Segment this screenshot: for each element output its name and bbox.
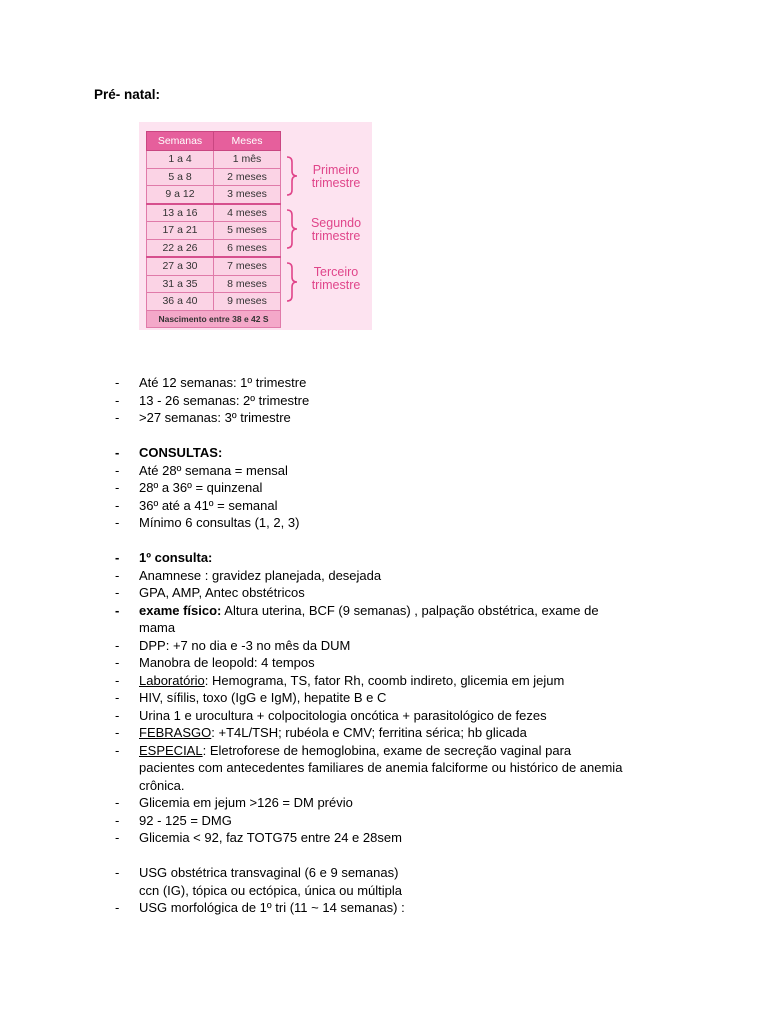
table-row [147,204,281,222]
table-footer: Nascimento entre 38 e 42 S [147,310,281,327]
cell-months: 9 meses [214,293,281,311]
cell-weeks: 5 a 8 [147,168,214,186]
header-meses: Meses [214,132,281,151]
trimester-label-1: Primeiro trimestre [311,163,361,190]
brace-icon [285,262,299,302]
table-header-row [147,132,281,151]
table-footer-row [147,310,281,327]
cell-weeks: 27 a 30 [147,257,214,275]
table-row [147,275,281,293]
cell-weeks: 36 a 40 [147,293,214,311]
table-row [147,239,281,257]
cell-months: 5 meses [214,222,281,240]
table-row [147,293,281,311]
cell-months: 4 meses [214,204,281,222]
cell-weeks: 22 a 26 [147,239,214,257]
cell-months: 3 meses [214,186,281,204]
table-row [147,151,281,169]
cell-months: 7 meses [214,257,281,275]
cell-months: 2 meses [214,168,281,186]
table-row [147,257,281,275]
cell-weeks: 13 a 16 [147,204,214,222]
page-title: Pré- natal: [94,87,161,102]
gestation-table-figure [139,122,372,330]
brace-icon [285,209,299,249]
table-row [147,186,281,204]
brace-icon [285,156,299,196]
cell-months: 8 meses [214,275,281,293]
cell-weeks: 31 a 35 [147,275,214,293]
trimester-label-3: Terceiro trimestre [311,265,361,292]
header-semanas: Semanas [147,132,214,151]
cell-weeks: 9 a 12 [147,186,214,204]
cell-months: 1 mês [214,151,281,169]
cell-months: 6 meses [214,239,281,257]
cell-weeks: 17 a 21 [147,222,214,240]
trimester-label-2: Segundo trimestre [310,216,362,243]
weeks-months-table [146,131,281,328]
cell-weeks: 1 a 4 [147,151,214,169]
table-row [147,168,281,186]
table-row [147,222,281,240]
